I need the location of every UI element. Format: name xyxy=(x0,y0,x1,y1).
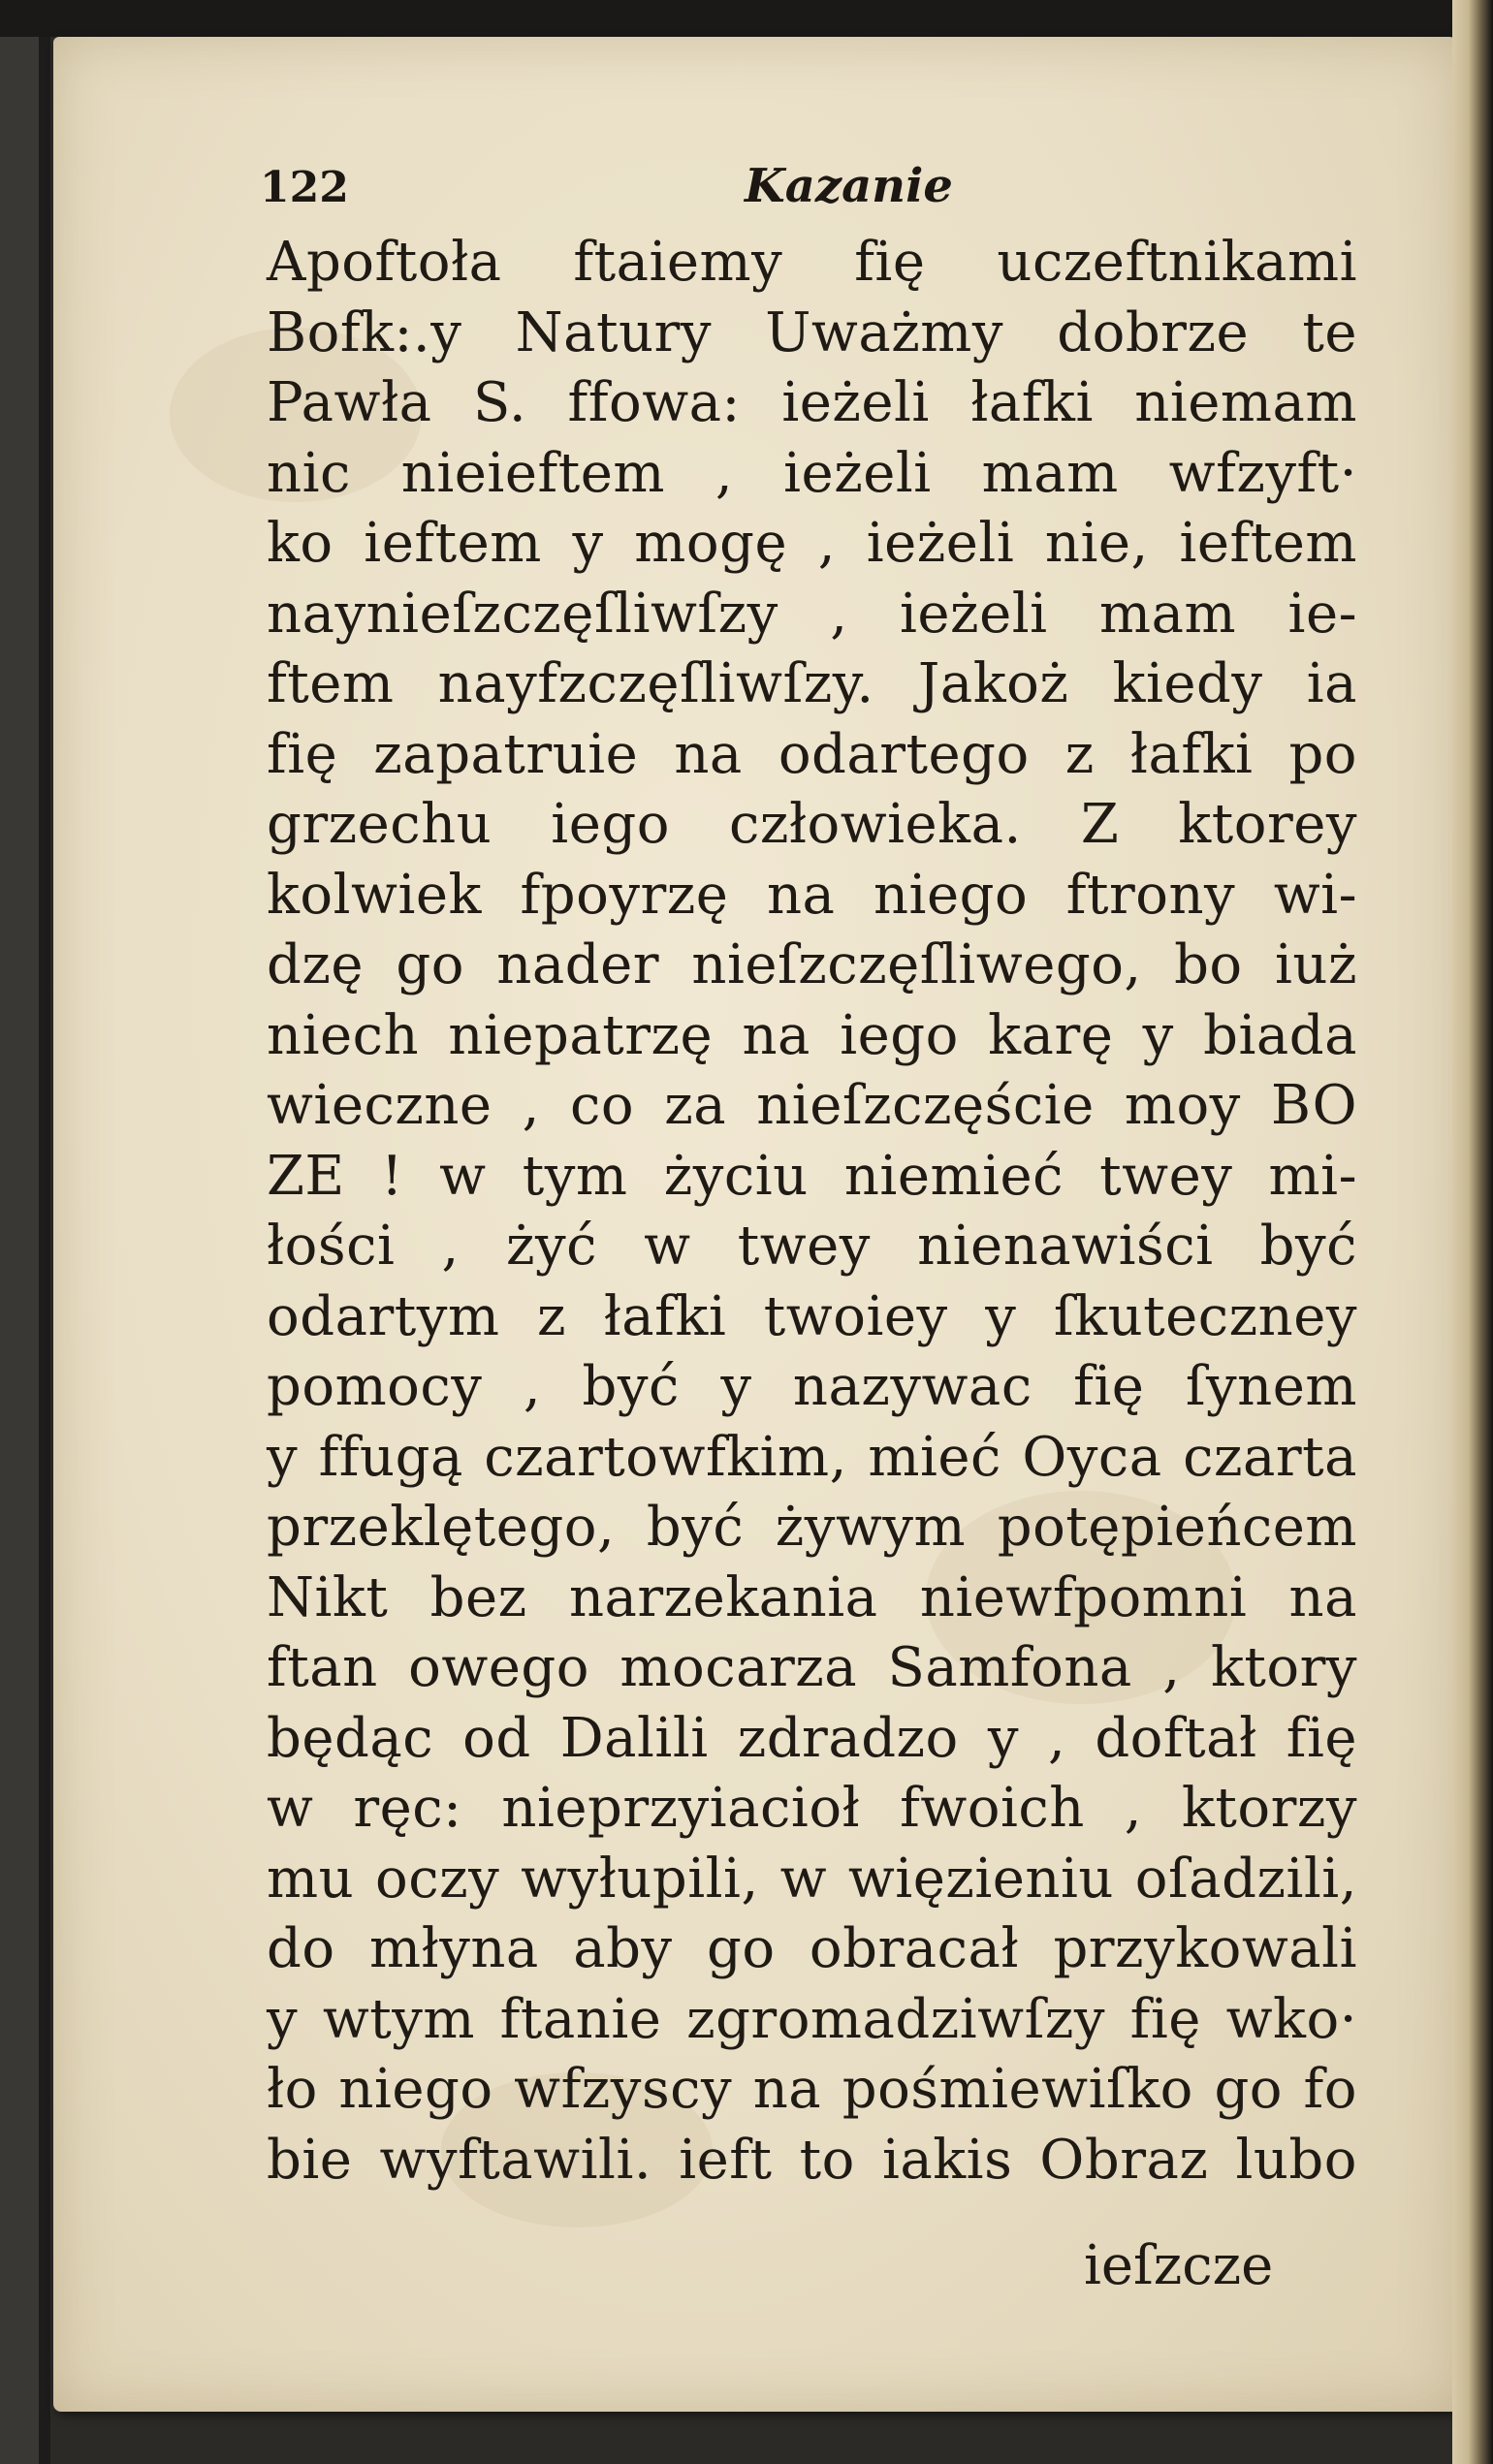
text-line: do młyna aby go obracał przykowali xyxy=(267,1917,1357,1980)
text-line: wieczne , co za nieſzczęście moy BO xyxy=(267,1074,1357,1137)
scan-top-border xyxy=(0,0,1493,37)
text-line: łości , żyć w twey nienawiści być xyxy=(267,1215,1357,1278)
text-line: w ręc: nieprzyiacioł fwoich , ktorzy xyxy=(267,1777,1357,1840)
text-line: będąc od Dalili zdradzo y , doftał fię xyxy=(267,1706,1357,1770)
text-line: niech niepatrzę na iego karę y biada xyxy=(267,1003,1357,1067)
text-line: Apoftoła ftaiemy fię uczeftnikami xyxy=(267,231,1357,294)
text-line: fię zapatruie na odartego z łafki po xyxy=(267,722,1357,786)
text-line: kolwiek fpoyrzę na niego ftrony wi- xyxy=(267,863,1357,927)
text-line: Nikt bez narzekania niewfpomni na xyxy=(267,1565,1357,1629)
running-head: Kazanie xyxy=(745,159,953,213)
text-line: dzę go nader nieſzczęſliwego, bo iuż xyxy=(267,933,1357,996)
page-number: 122 xyxy=(260,163,349,212)
text-line: bie wyftawili. ieft to iakis Obraz lubo xyxy=(267,2128,1357,2192)
text-line: grzechu iego człowieka. Z ktorey xyxy=(267,793,1357,856)
text-line: odartym z łafki twoiey y ſkuteczney xyxy=(267,1284,1357,1348)
text-line: pomocy , być y nazywac fię ſynem xyxy=(267,1355,1357,1418)
page-header xyxy=(260,155,1326,213)
text-line: nic nieieftem , ieżeli mam wfzyft· xyxy=(267,441,1357,505)
text-line: ZE ! w tym życiu niemieć twey mi- xyxy=(267,1144,1357,1208)
text-line: naynieſzczęſliwſzy , ieżeli mam ie- xyxy=(267,582,1357,646)
body-text xyxy=(267,228,1357,2195)
text-line: ftem nayfzczęſliwſzy. Jakoż kiedy ia xyxy=(267,652,1357,715)
catchword: ieſzcze xyxy=(1084,2234,1274,2297)
text-line: przeklętego, być żywym potępieńcem xyxy=(267,1496,1357,1559)
text-line: y ffugą czartowfkim, mieć Oyca czarta xyxy=(267,1425,1357,1489)
text-line: mu oczy wyłupili, w więzieniu oſadzili, xyxy=(267,1847,1357,1911)
text-line: ko ieftem y mogę , ieżeli nie, ieftem xyxy=(267,512,1357,575)
book-spine-edge xyxy=(1452,0,1493,2464)
text-line: ftan owego mocarza Samfona , ktory xyxy=(267,1636,1357,1699)
text-line: ło niego wfzyscy na pośmiewiſko go fo xyxy=(267,2058,1357,2121)
text-line: Pawła S. ffowa: ieżeli łafki niemam xyxy=(267,371,1357,434)
text-line: Bofk:.y Natury Uważmy dobrze te xyxy=(267,300,1357,364)
text-line: y wtym ftanie zgromadziwſzy fię wko· xyxy=(267,1987,1357,2051)
